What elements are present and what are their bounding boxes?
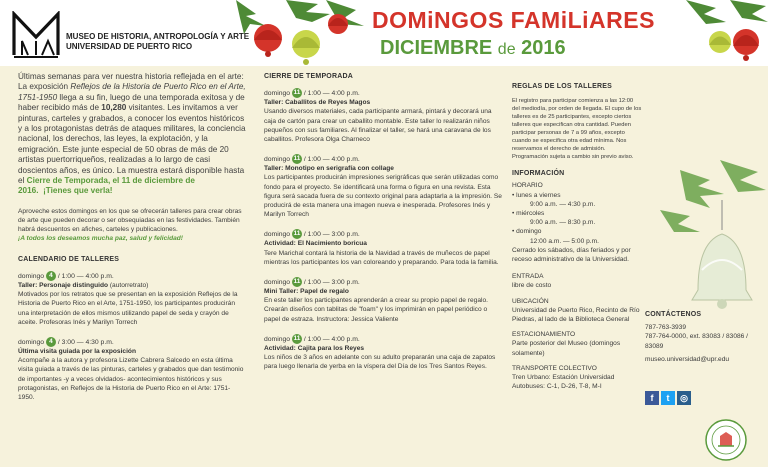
hours-time: 9:00 a.m. — 8:30 p.m.	[530, 219, 596, 227]
maha-logo	[12, 11, 60, 59]
event-title: Actividad: Cajita para los Reyes	[264, 344, 365, 352]
workshops-note	[18, 207, 246, 244]
event-when	[264, 277, 504, 287]
entrance-heading: ENTRADA	[512, 273, 544, 281]
event-description: Usando diversos materiales, cada participante armará, pintará y decorará una caja de cartón para crear un caballito montable. Este taller lo realizarán niños pequeños con sus familiares. Al finalizar el taller, se hará una caravana de los caballitos. Profesora Olga Charneco	[264, 108, 492, 144]
location-heading: UBICACIÓN	[512, 297, 549, 305]
calendar-heading: CALENDARIO DE TALLERES	[18, 255, 120, 263]
holiday-wish: ¡A todos los deseamos mucha paz, salud y felicidad!	[18, 235, 184, 243]
page-title: DOMiNGOS FAMiLiARES	[372, 7, 655, 33]
intro-text-2: llega a su fin, luego de una temporada exitosa y de haber recibido más de	[18, 92, 245, 113]
contact-phone-1[interactable]: 787-763-3939	[645, 324, 687, 332]
event-title: Taller: Monotipo en serigrafía con collage	[264, 165, 394, 173]
intro-text-1: Últimas semanas para ver nuestra historia reflejada en el arte: La exposición	[18, 72, 244, 92]
title-month: DICIEMBRE	[380, 37, 493, 59]
contact-phone-2[interactable]: 787-764-0000, ext. 83083 / 83086 / 83089	[645, 333, 749, 350]
event-when	[264, 88, 504, 98]
event-day-badge: 11	[293, 230, 301, 238]
header	[0, 0, 768, 66]
event-day-badge: 4	[46, 337, 56, 347]
closing-season-column	[264, 72, 504, 381]
event-when	[264, 229, 504, 239]
event-description: En este taller los participantes aprenderán a crear su propio papel de regalo. Crearán diseños con tablitas de "foam" y los imprimirán en papel periódico o papel de estraza. Instructora: Jessica Valiente	[264, 297, 488, 323]
exhibition-title: Reflejos de la Historia de Puerto Rico en el Arte, 1751-1950	[18, 82, 246, 102]
intro-cta: ¡Tienes que verla!	[43, 186, 113, 196]
event-subtitle: (autorretrato)	[109, 281, 149, 289]
rules-text: El registro para participar comienza a las 12:00 del mediodía, por orden de llegada. El cupo de los talleres es de 25 participantes, excepto ciertos talleres que especifican otra cantidad. Pueden participar personas de 7 a 99 años, excepto cuando se especifica otra edad mínima. Nos reservamos el derecho de admisión. Programación sujeta a cambio sin previo aviso.	[512, 98, 642, 161]
hours-time: 9:00 a.m. — 4:30 p.m.	[530, 200, 596, 208]
info-column	[512, 82, 642, 391]
event-title: Actividad: El Nacimiento boricua	[264, 240, 367, 248]
page-subtitle	[380, 37, 566, 60]
event-time: / 1:00 — 3:00 p.m.	[303, 278, 360, 286]
contact-heading: CONTÁCTENOS	[645, 311, 702, 318]
hours-time: 12:00 a.m. — 5:00 p.m.	[530, 237, 599, 245]
visitor-count: 10,280	[101, 103, 127, 113]
closing-event	[264, 277, 504, 324]
event-title: Última visita guiada por la exposición	[18, 347, 136, 355]
event-when	[18, 337, 246, 347]
event-day-label: domingo	[264, 335, 291, 343]
event-description: Los niños de 3 años en adelante con su adulto prepararán una caja de zapatos para luego llenarla de yerba en la víspera del Día de los Tres Santos Reyes.	[264, 354, 496, 371]
entrance-text: libre de costo	[512, 282, 552, 290]
event-day-label: domingo	[18, 272, 45, 280]
event-time: / 1:00 — 4:00 p.m.	[303, 156, 360, 164]
parking-heading: ESTACIONAMIENTO	[512, 331, 576, 339]
event-day-badge: 11	[293, 155, 301, 163]
event-day-label: domingo	[264, 278, 291, 286]
event-description: Los participantes producirán impresiones serigráficas que serán utilizadas como fondo para el proyecto. Se identificará una forma o figura en una revista. Esta figura será sacada fuera de su contexto original para adaptarla a la impresión. Se producirá de esta manera una imagen nueva e inesperada. Profesores Inés y Marilyn Torrech	[264, 174, 502, 219]
event-time: / 1:00 — 4:00 p.m.	[57, 272, 114, 280]
event-title: Mini Taller: Papel de regalo	[264, 288, 349, 296]
event-day-badge: 11	[293, 89, 301, 97]
event-day-label: domingo	[18, 338, 45, 346]
title-de: de	[497, 41, 516, 58]
parking-text: Parte posterior del Museo (domingos solamente)	[512, 340, 621, 357]
event-day-label: domingo	[264, 90, 291, 97]
christmas-ornaments-right-icon	[686, 0, 768, 66]
christmas-ornaments-left-icon	[226, 0, 366, 66]
closing-event	[264, 88, 504, 144]
location-text: Universidad de Puerto Rico, Recinto de Río Piedras, al lado de la Biblioteca General	[512, 306, 640, 324]
event-when	[264, 154, 504, 164]
instagram-icon[interactable]: ◎	[677, 391, 691, 405]
closing-season-heading: CIERRE DE TEMPORADA	[264, 73, 353, 80]
calendar-event	[18, 271, 246, 327]
workshops-note-text: Aproveche estos domingos en los que se ofrecerán talleres para crear obras de arte que pueden decorar o ser obsequiadas en las festividades. También habrá descuentos en afiches, carteles y publicaciones.	[18, 207, 242, 234]
intro-paragraph	[18, 72, 246, 197]
event-day-badge: 11	[293, 278, 301, 286]
bell-decoration-icon	[640, 150, 768, 320]
museum-name	[66, 32, 249, 52]
event-day-badge: 11	[293, 334, 301, 342]
intro-text-3: visitantes. Les invitamos a ver pinturas, carteles y grabados, a conocer los eventos históricos y a los protagonistas detrás de ataques militares, la conciencia nacional, los derechos, las leyes, la explotación, y la emigración. Este junte especial de 50 obras de más de 20 artistas puertorriqueños, realizadas a lo largo de casi doscientos años, es único. La muestra estará disponible hasta el	[18, 103, 246, 186]
event-time: / 1:00 — 4:00 p.m.	[303, 335, 360, 343]
museum-line-2: UNIVERSIDAD DE PUERTO RICO	[66, 42, 193, 51]
event-time: / 1:00 — 3:00 p.m.	[303, 231, 360, 239]
intro-column	[18, 72, 246, 412]
hours-heading: HORARIO	[512, 182, 543, 190]
hours-days: • miércoles	[512, 210, 545, 218]
event-description: Acompañe a la autora y profesora Lizette Cabrera Salcedo en esta última visita guiada a través de las pinturas, carteles y grabados que dan testimonio de importantes -y a veces olvidados- acontecimientos históricos y sus protagonistas, en Reflejos de la Historia de Puerto Rico en el Arte: 1751-1950.	[18, 357, 244, 401]
event-time: / 1:00 — 4:00 p.m.	[303, 90, 360, 97]
event-day-label: domingo	[264, 156, 291, 164]
event-title: Taller: Caballitos de Reyes Magos	[264, 99, 371, 107]
closing-event	[264, 154, 504, 219]
closing-event	[264, 229, 504, 267]
event-day-badge: 4	[46, 271, 56, 281]
transport-heading: TRANSPORTE COLECTIVO	[512, 364, 597, 372]
contact-column	[645, 310, 760, 364]
event-day-label: domingo	[264, 231, 291, 239]
transport-train: Tren Urbano: Estación Universidad	[512, 374, 615, 382]
event-when	[264, 334, 504, 344]
info-heading: INFORMACIÓN	[512, 170, 565, 178]
museum-line-1: MUSEO DE HISTORIA, ANTROPOLOGÍA Y ARTE	[66, 32, 250, 41]
closing-event	[264, 334, 504, 372]
title-year: 2016	[521, 37, 566, 59]
rules-heading: REGLAS DE LOS TALLERES	[512, 83, 612, 90]
closed-note: Cerrado los sábados, días feriados y por receso administrativo de la Universidad.	[512, 246, 631, 264]
transport-bus: Autobuses: C-1, D-26, T-8, M-I	[512, 383, 602, 391]
event-description: Tere Marichal contará la historia de la Navidad a través de muñecos de papel mientras los participantes los van coloreando y preparando. Para toda la familia.	[264, 249, 499, 266]
event-title: Taller: Personaje distinguido	[18, 281, 109, 289]
event-when	[18, 271, 246, 281]
social-links	[645, 388, 693, 406]
calendar-event	[18, 337, 246, 402]
closing-date: Cierre de Temporada, el 11 de diciembre de 2016.	[18, 176, 195, 196]
hours-days: • domingo	[512, 228, 542, 236]
event-description: Motivados por los retratos que se presentan en la exposición Reflejos de la Historia de Puerto Rico en el Arte, 1751-1950, los participantes producirán una interpretación de ellos mismos utilizando papel de seda y crayón de aceite. Profesoras Inés y Marilyn Torrech	[18, 291, 238, 326]
facebook-icon[interactable]: f	[645, 391, 659, 405]
hours-days: • lunes a viernes	[512, 191, 561, 199]
event-time: / 3:00 — 4:30 p.m.	[57, 338, 114, 346]
university-seal-icon	[704, 418, 748, 462]
contact-email[interactable]: museo.universidad@upr.edu	[645, 355, 730, 363]
twitter-icon[interactable]: t	[661, 391, 675, 405]
